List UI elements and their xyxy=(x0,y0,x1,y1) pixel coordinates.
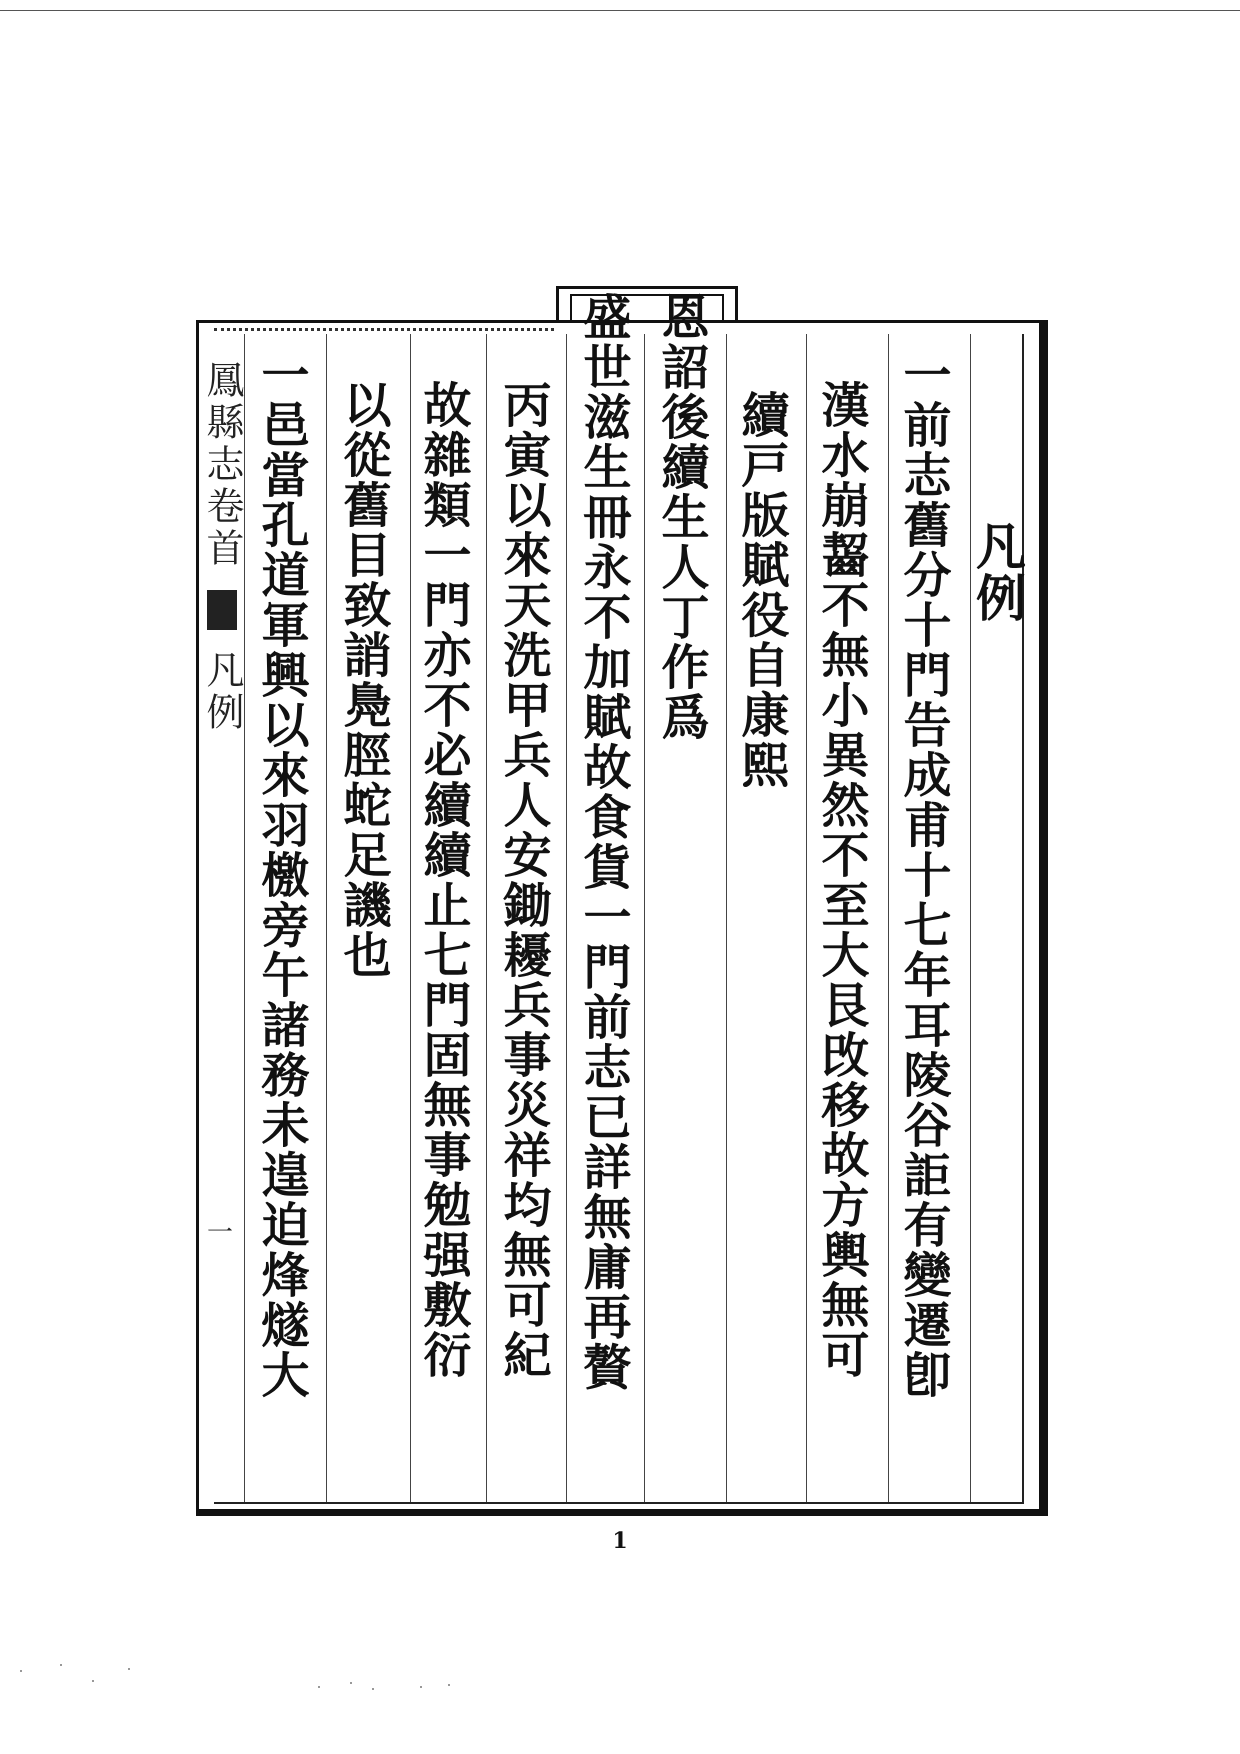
column-rule xyxy=(888,334,889,1502)
text-column-9: 一邑當孔道軍興以來羽檄旁午諸務未遑迫烽燧大 xyxy=(253,350,309,1400)
top-rule xyxy=(0,10,1240,11)
column-rule xyxy=(326,334,327,1502)
column-rule xyxy=(644,334,645,1502)
margin-page: 一 xyxy=(206,1218,233,1248)
column-rule xyxy=(244,334,245,1502)
page-title: 凡例 xyxy=(968,520,1027,624)
column-rule xyxy=(806,334,807,1502)
text-column-7: 故雜類一門亦不必續續止七門固無事勉强敷衍 xyxy=(415,380,471,1380)
text-column-8: 以從舊目致誚鳧脛蛇足譏也 xyxy=(335,380,391,980)
column-rule xyxy=(726,334,727,1502)
column-rule xyxy=(970,334,971,1502)
margin-folio: 凡例 xyxy=(200,650,244,735)
margin-title-text: 鳳縣志卷首 xyxy=(200,360,244,570)
damaged-top-border xyxy=(214,328,554,331)
text-column-3: 續戸版賦役自康熙 xyxy=(733,390,789,790)
text-column-2: 漢水崩齧不無小異然不至大艮攺移故方輿無可 xyxy=(813,380,869,1380)
column-rule xyxy=(486,334,487,1502)
scan-noise xyxy=(0,1640,600,1700)
page-number: 1 xyxy=(612,1528,628,1554)
text-column-4: 恩詔後續生人丁作爲 xyxy=(653,292,709,742)
text-column-5: 盛世滋生冊永不加賦故食貨一門前志已詳無庸再贅 xyxy=(575,292,631,1392)
margin-title xyxy=(200,360,244,734)
fishtail-mark-icon xyxy=(207,590,237,630)
text-column-6: 丙寅以來天洗甲兵人安鋤耰兵事災祥均無可紀 xyxy=(495,380,551,1380)
text-column-1: 一前志舊分十門告成甫十七年耳陵谷詎有變遷卽 xyxy=(895,350,951,1400)
column-rule xyxy=(566,334,567,1502)
